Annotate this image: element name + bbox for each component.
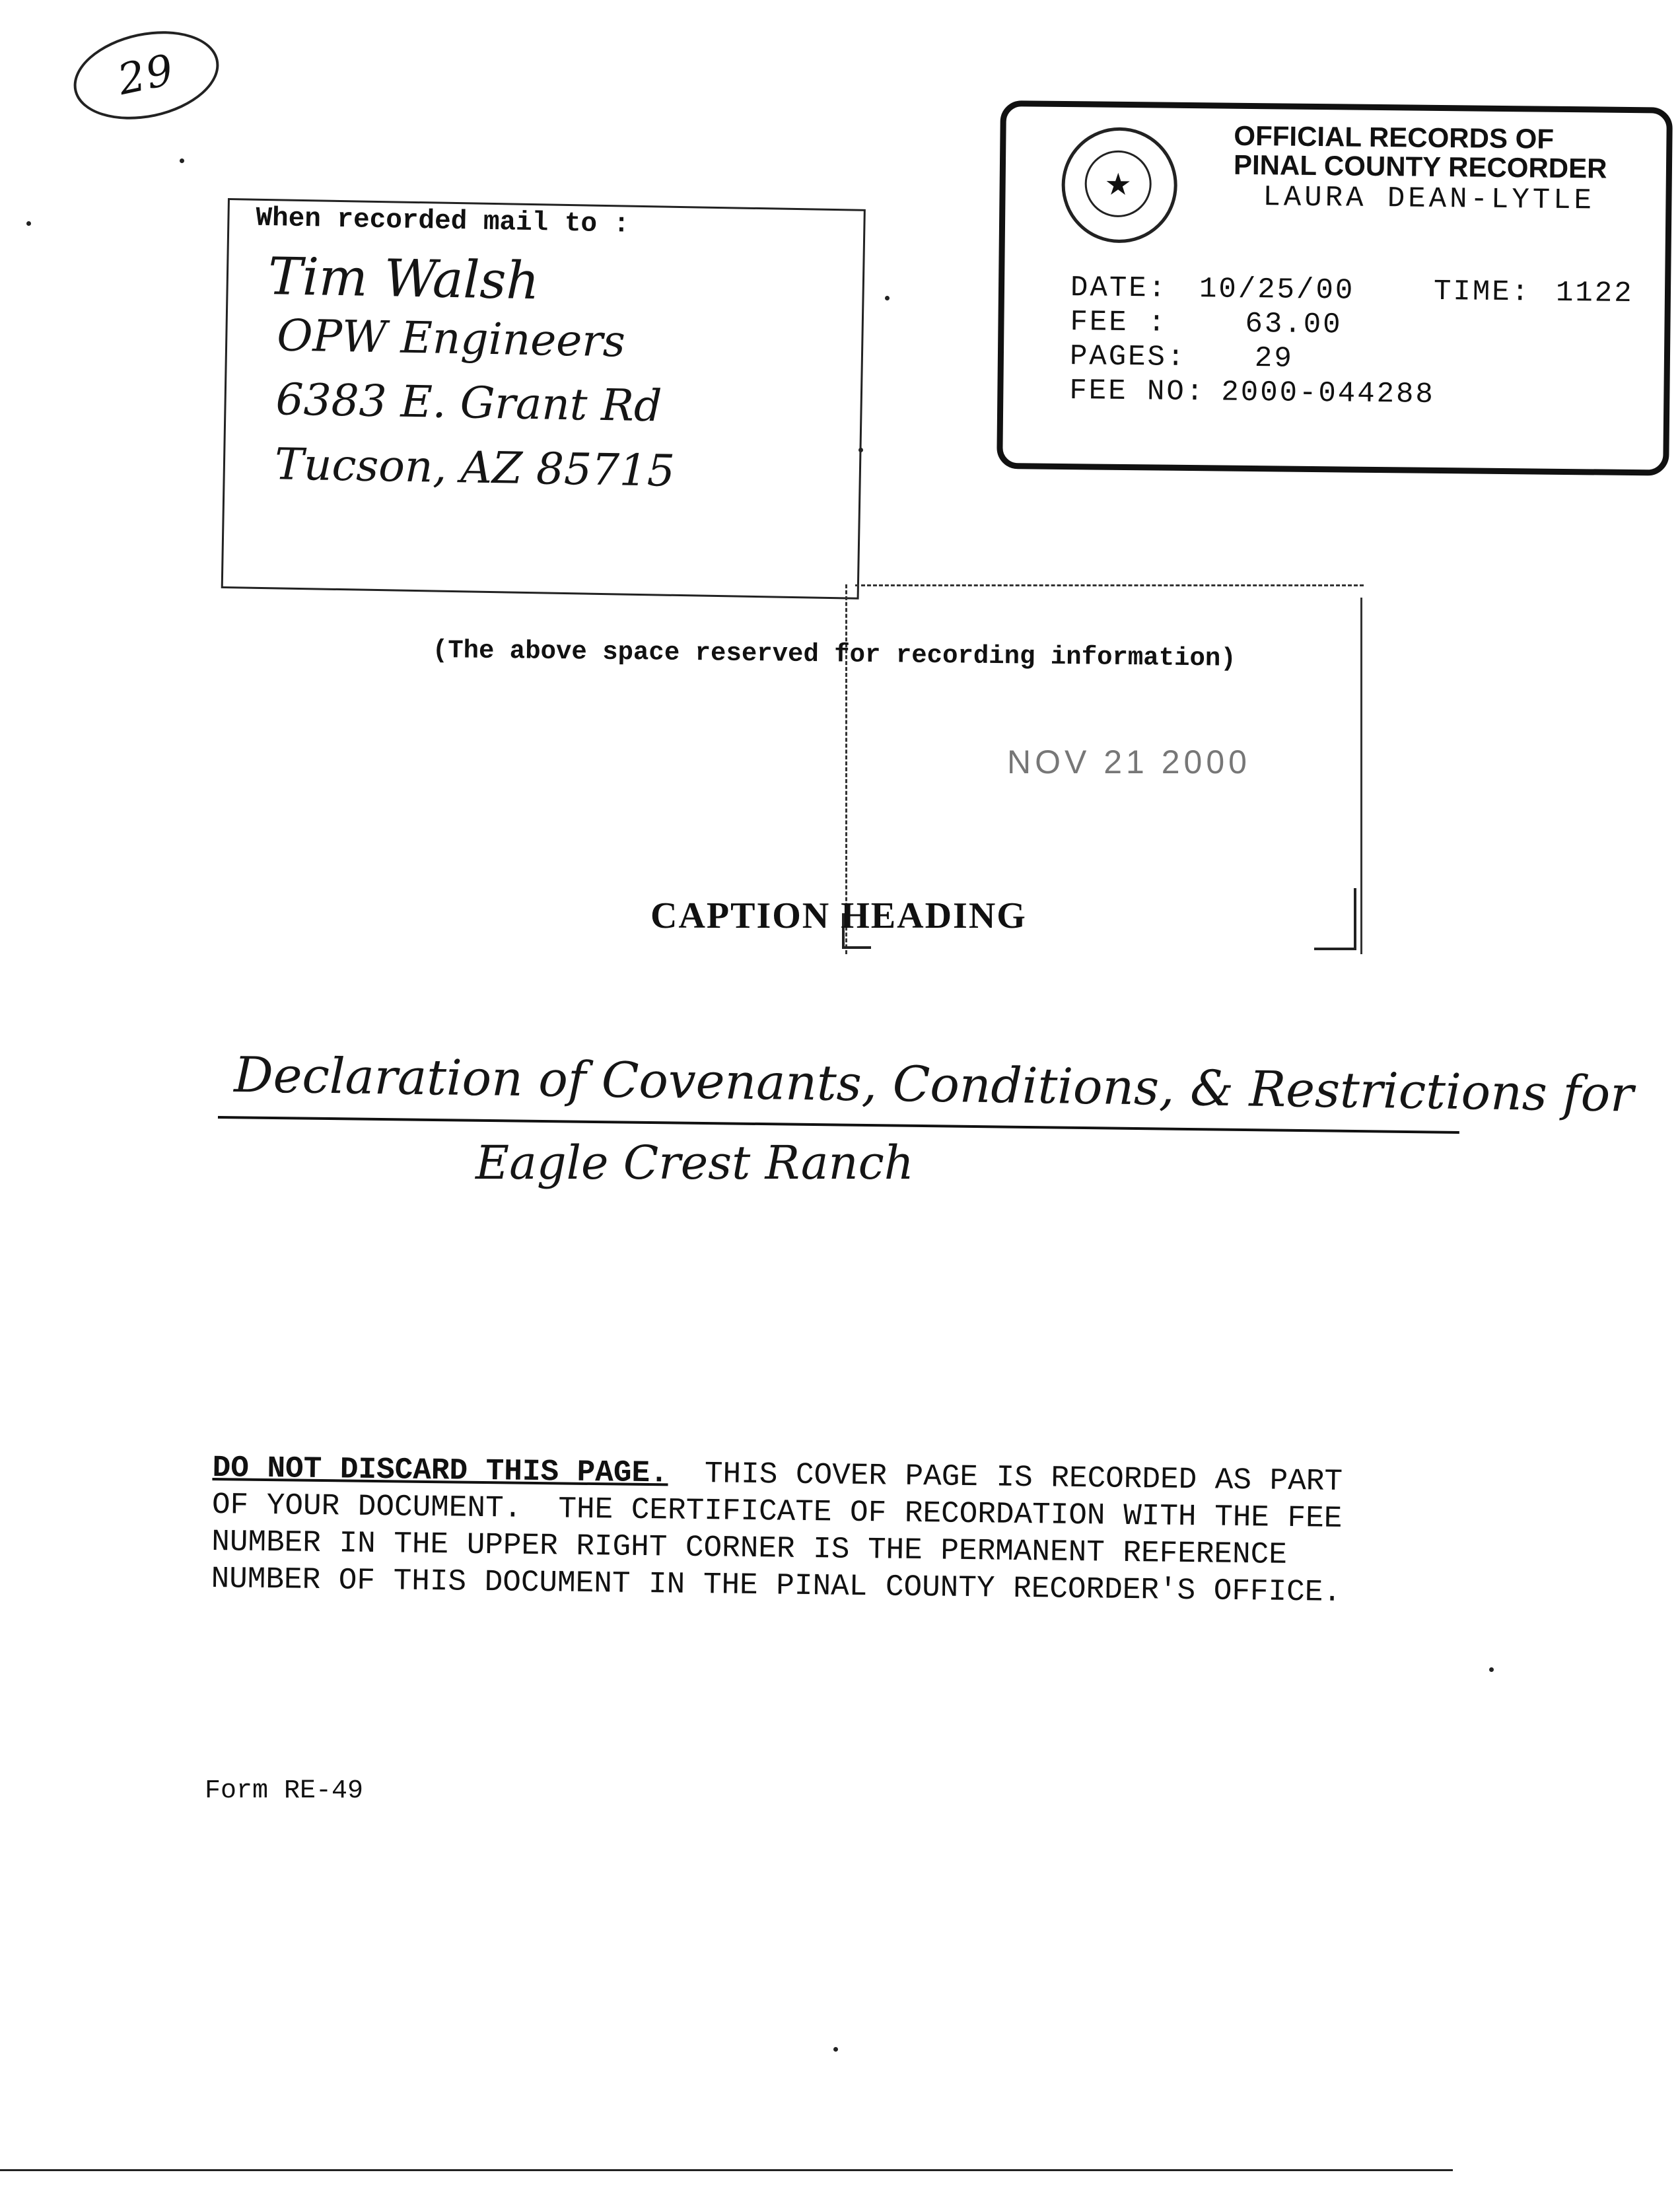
mail-to-box xyxy=(221,198,866,600)
form-number: Form RE-49 xyxy=(205,1776,364,1806)
declaration-underline xyxy=(218,1116,1459,1134)
mail-to-company: OPW Engineers xyxy=(276,310,626,367)
date-value: 10/25/00 xyxy=(1199,273,1355,308)
received-stamp-corner xyxy=(1314,888,1356,950)
mail-to-city: Tucson, AZ 85715 xyxy=(274,438,676,497)
mail-to-label: When recorded mail to : xyxy=(256,203,630,240)
scan-speck xyxy=(26,221,31,226)
fee-value: 63.00 xyxy=(1245,307,1343,342)
records-title-line1: OFFICIAL RECORDS OF xyxy=(1234,120,1555,155)
declaration-title: Declaration of Covenants, Conditions, & Restrictions for xyxy=(233,1047,1634,1123)
page-number: 29 xyxy=(114,45,179,106)
scan-speck xyxy=(885,296,890,300)
caption-heading: CAPTION HEADING xyxy=(650,895,1027,936)
declaration-subject: Eagle Crest Ranch xyxy=(475,1136,914,1190)
scan-speck xyxy=(180,158,184,163)
mail-to-street: 6383 E. Grant Rd xyxy=(275,374,662,432)
records-title-line2: PINAL COUNTY RECORDER xyxy=(1233,149,1607,184)
notice-paragraph xyxy=(211,1449,1343,1611)
county-seal-icon xyxy=(1061,127,1178,244)
notice-line-1-rest: THIS COVER PAGE IS RECORDED AS PART xyxy=(668,1456,1343,1499)
time-value: 1122 xyxy=(1555,276,1634,311)
recorder-name: LAURA DEAN-LYTLE xyxy=(1263,181,1595,218)
received-stamp-date: NOV 21 2000 xyxy=(1007,744,1251,781)
time-label: TIME: xyxy=(1433,275,1531,310)
fee-no-label: FEE NO: xyxy=(1069,374,1206,409)
notice-line-3: NUMBER IN THE UPPER RIGHT CORNER IS THE PERMANENT REFERENCE xyxy=(211,1524,1288,1572)
fee-label: FEE : xyxy=(1070,306,1168,340)
page-number-circle xyxy=(65,18,227,132)
received-stamp-border xyxy=(855,584,1364,586)
scan-speck xyxy=(1489,1667,1494,1672)
scan-edge-line xyxy=(0,2169,1453,2171)
fee-no-value: 2000-044288 xyxy=(1221,376,1436,411)
received-stamp-border xyxy=(1360,598,1362,954)
reserved-space-note: (The above space reserved for recording information) xyxy=(432,636,1236,674)
pages-value: 29 xyxy=(1254,342,1294,376)
notice-line-2: OF YOUR DOCUMENT. THE CERTIFICATE OF RECORDATION WITH THE FEE xyxy=(211,1487,1343,1536)
official-records-stamp xyxy=(997,100,1673,476)
scan-speck xyxy=(833,2047,838,2052)
pages-label: PAGES: xyxy=(1069,340,1187,374)
notice-bold-lead: DO NOT DISCARD THIS PAGE. xyxy=(212,1450,669,1491)
mail-to-name: Tim Walsh xyxy=(267,247,540,312)
date-label: DATE: xyxy=(1070,271,1168,306)
seal-emblem-icon: ★ xyxy=(1084,150,1152,217)
notice-line-4: NUMBER OF THIS DOCUMENT IN THE PINAL COUNTY RECORDER'S OFFICE. xyxy=(211,1561,1342,1610)
